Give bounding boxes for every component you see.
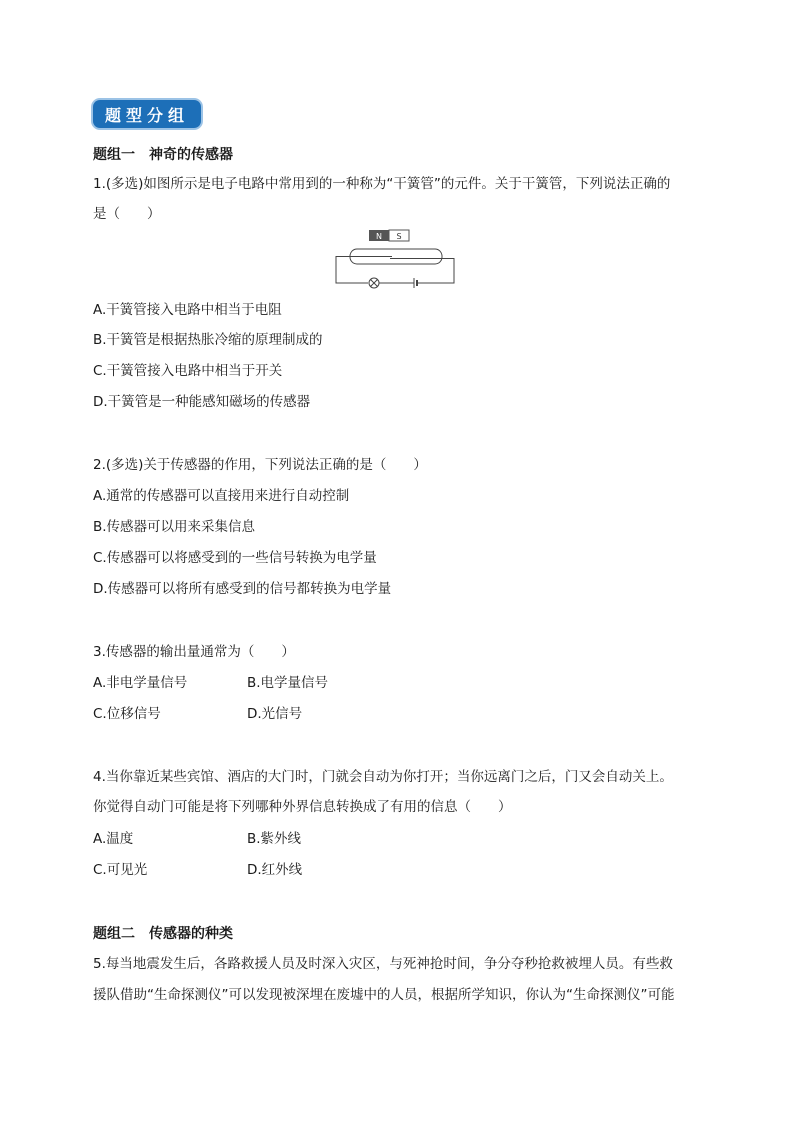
q1-option-d: D.干簧管是一种能感知磁场的传感器 xyxy=(93,394,311,410)
q2-option-b: B.传感器可以用来采集信息 xyxy=(93,519,256,535)
q5-line1: 5.每当地震发生后，各路救援人员及时深入灾区，与死神抢时间，争分夺秒抢救被埋人员。有些救 xyxy=(93,956,673,972)
q2-line1: 2.(多选)关于传感器的作用，下列说法正确的是（ ） xyxy=(93,457,427,473)
q3-option-c: C.位移信号 xyxy=(93,706,161,722)
q4-line1: 4.当你靠近某些宾馆、酒店的大门时，门就会自动为你打开；当你远离门之后，门又会自动关上。 xyxy=(93,769,673,785)
q1-line1: 1.(多选)如图所示是电子电路中常用到的一种称为“干簧管”的元件。关于干簧管，下列说法正确的 xyxy=(93,176,671,192)
q5-line2: 援队借助“生命探测仪”可以发现被深埋在废墟中的人员，根据所学知识，你认为“生命探测仪”可能 xyxy=(93,987,675,1003)
section-badge: 题型分组 xyxy=(93,100,201,128)
q4-option-b: B.紫外线 xyxy=(247,831,302,847)
q1-line2: 是（ ） xyxy=(93,206,161,222)
q3-option-d: D.光信号 xyxy=(247,706,303,722)
q3-option-b: B.电学量信号 xyxy=(247,675,329,691)
q1-option-c: C.干簧管接入电路中相当于开关 xyxy=(93,363,283,379)
q3-line1: 3.传感器的输出量通常为（ ） xyxy=(93,644,295,660)
magnet-n-label: N xyxy=(376,232,382,241)
q2-option-c: C.传感器可以将感受到的一些信号转换为电学量 xyxy=(93,550,377,566)
q4-option-c: C.可见光 xyxy=(93,862,148,878)
q2-option-d: D.传感器可以将所有感受到的信号都转换为电学量 xyxy=(93,581,392,597)
circuit-wire-left xyxy=(336,257,368,284)
magnet-s-label: S xyxy=(396,232,402,241)
q2-option-a: A.通常的传感器可以直接用来进行自动控制 xyxy=(93,488,350,504)
group1-title: 题组一 神奇的传感器 xyxy=(93,147,233,163)
q3-option-a: A.非电学量信号 xyxy=(93,675,188,691)
q4-option-a: A.温度 xyxy=(93,831,134,847)
q1-option-a: A.干簧管接入电路中相当于电阻 xyxy=(93,302,282,318)
group2-title: 题组二 传感器的种类 xyxy=(93,926,233,942)
circuit-wire-right xyxy=(420,259,454,284)
q1-option-b: B.干簧管是根据热胀冷缩的原理制成的 xyxy=(93,332,323,348)
q4-line2: 你觉得自动门可能是将下列哪种外界信息转换成了有用的信息（ ） xyxy=(93,799,512,815)
reed-switch-circuit-diagram xyxy=(334,229,458,291)
q4-option-d: D.红外线 xyxy=(247,862,303,878)
